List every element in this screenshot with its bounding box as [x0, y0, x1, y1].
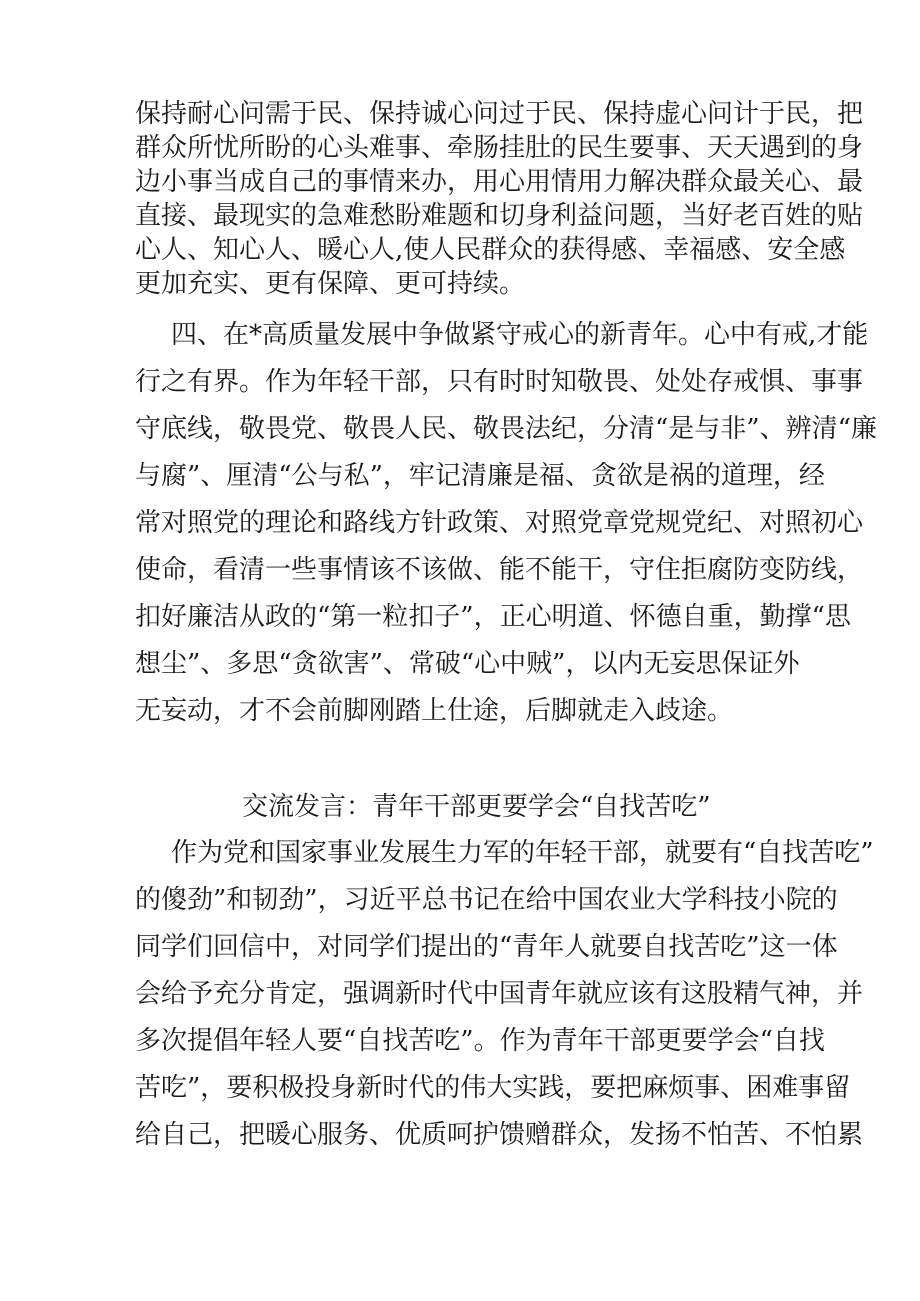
paragraph-1-line-2: 群众所忧所盼的心头难事、牵肠挂肚的民生要事、天天遇到的身: [135, 133, 864, 163]
paragraph-2-line-6: 使命，看清一些事情该不该做、能不能干，守住拒腐防变防线，: [135, 555, 864, 585]
paragraph-1-line-3: 边小事当成自己的事情来办，用心用情用力解决群众最关心、最: [135, 167, 864, 197]
paragraph-1-line-5: 心人、知心人、暖心人,使人民群众的获得感、幸福感、安全感: [135, 235, 846, 265]
paragraph-2-line-9: 无妄动，才不会前脚刚踏上仕途，后脚就走入歧途。: [135, 696, 734, 726]
paragraph-1-line-1: 保持耐心问需于民、保持诚心问过于民、保持虚心问计于民，把: [135, 99, 864, 129]
paragraph-3-line-7: 给自己，把暖心服务、优质呵护馈赠群众，发扬不怕苦、不怕累: [135, 1120, 864, 1150]
paragraph-2-line-2: 行之有界。作为年轻干部，只有时时知敬畏、处处存戒惧、事事: [135, 367, 864, 397]
paragraph-1-line-6: 更加充实、更有保障、更可持续。: [135, 269, 526, 299]
paragraph-3-line-3: 同学们回信中，对同学们提出的“青年人就要自找苦吃”这一体: [135, 932, 838, 962]
section-heading: 交流发言：青年干部更要学会“自找苦吃”: [242, 792, 711, 822]
paragraph-2-line-3: 守底线，敬畏党、敬畏人民、敬畏法纪，分清“是与非”、辨清“廉: [135, 414, 877, 444]
paragraph-3-line-5: 多次提倡年轻人要“自找苦吃”。作为青年干部更要学会“自找: [135, 1026, 825, 1056]
paragraph-1-line-4: 直接、最现实的急难愁盼难题和切身利益问题，当好老百姓的贴: [135, 201, 864, 231]
paragraph-2-line-1: 四、在*高质量发展中争做紧守戒心的新青年。心中有戒,才能: [171, 320, 869, 350]
paragraph-3-line-4: 会给予充分肯定，强调新时代中国青年就应该有这股精气神，并: [135, 979, 864, 1009]
paragraph-2-line-5: 常对照党的理论和路线方针政策、对照党章党规党纪、对照初心: [135, 508, 864, 538]
paragraph-3-line-6: 苦吃”，要积极投身新时代的伟大实践，要把麻烦事、困难事留: [135, 1073, 851, 1103]
paragraph-2-line-8: 想尘”、多思“贪欲害”、常破“心中贼”，以内无妄思保证外: [135, 649, 800, 679]
paragraph-2-line-4: 与腐”、厘清“公与私”，牢记清廉是福、贪欲是祸的道理，经: [135, 461, 825, 491]
paragraph-2-line-7: 扣好廉洁从政的“第一粒扣子”，正心明道、怀德自重，勤撑“思: [135, 602, 851, 632]
paragraph-3-line-1: 作为党和国家事业发展生力军的年轻干部，就要有“自找苦吃”: [171, 838, 874, 868]
paragraph-3-line-2: 的傻劲”和韧劲”，习近平总书记在给中国农业大学科技小院的: [135, 885, 838, 915]
